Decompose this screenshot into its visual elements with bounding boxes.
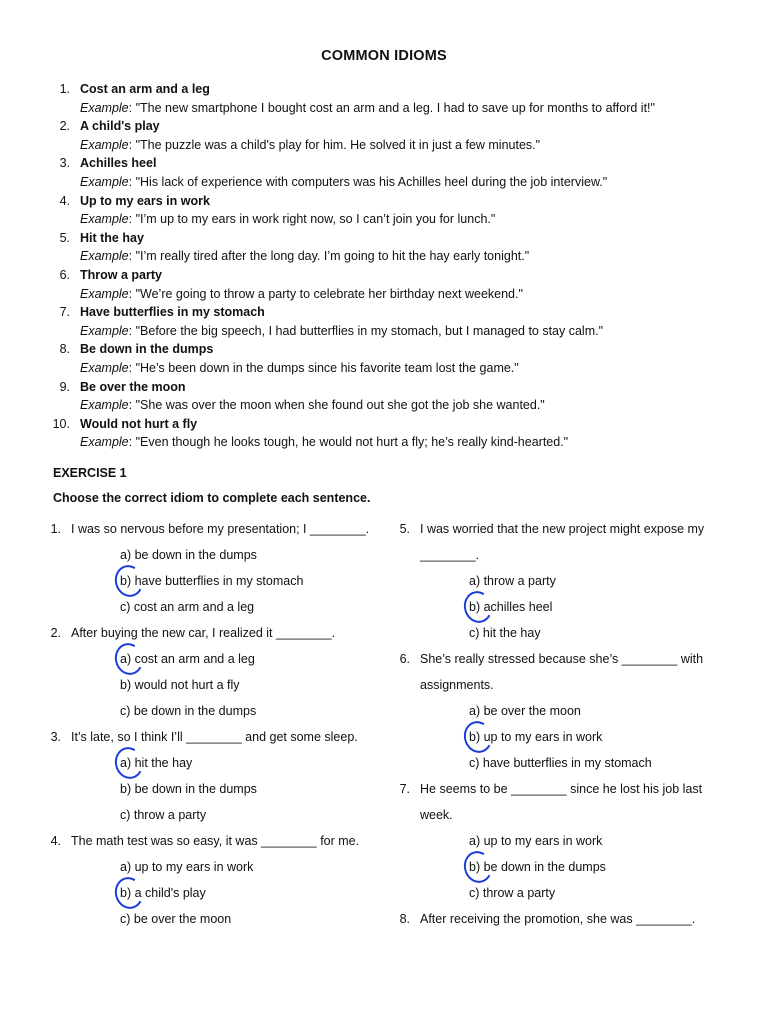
example-label: Example <box>80 323 129 338</box>
idiom-item <box>48 340 738 377</box>
idiom-example <box>80 99 738 118</box>
answer-option[interactable] <box>394 594 734 620</box>
idiom-name: Up to my ears in work <box>80 193 210 208</box>
answer-option-text: b) would not hurt a fly <box>120 678 240 692</box>
idiom-number: 7. <box>59 305 70 320</box>
answer-option[interactable] <box>45 854 385 880</box>
question-text: It’s late, so I think I’ll ________ and get some sleep. <box>71 730 358 744</box>
example-text: : "His lack of experience with computers was his Achilles heel during the job interview." <box>128 174 608 189</box>
idiom-name: Throw a party <box>80 267 162 282</box>
example-text: : "I’m up to my ears in work right now, so I can’t join you for lunch." <box>128 212 496 227</box>
idiom-item <box>48 303 738 340</box>
question-text-cont: week. <box>420 808 453 822</box>
question-text: He seems to be ________ since he lost his job last <box>420 782 703 796</box>
idiom-number: 1. <box>59 82 70 96</box>
answer-option[interactable] <box>394 880 734 906</box>
answer-option[interactable] <box>394 698 734 724</box>
answer-option[interactable] <box>45 802 385 828</box>
idiom-example <box>80 433 738 452</box>
question-text: After receiving the promotion, she was ________. <box>420 912 696 926</box>
answer-option[interactable] <box>45 880 385 906</box>
question-continuation <box>394 542 734 568</box>
idiom-example <box>80 136 738 155</box>
answer-option[interactable] <box>394 620 734 646</box>
question-line <box>394 906 734 932</box>
example-label: Example <box>80 137 129 152</box>
question-number: 1. <box>50 522 61 536</box>
question-number: 4. <box>50 834 61 848</box>
example-label: Example <box>80 435 129 450</box>
question-text: She’s really stressed because she’s ________ with <box>420 652 704 666</box>
example-text: : "Before the big speech, I had butterflies in my stomach, but I managed to stay calm." <box>128 323 604 338</box>
answer-option[interactable] <box>394 724 734 750</box>
question-line <box>394 776 734 802</box>
question-number: 6. <box>399 652 410 666</box>
example-label: Example <box>80 360 129 375</box>
question-text-cont: assignments. <box>420 678 494 692</box>
example-text: : "The new smartphone I bought cost an arm and a leg. I had to save up for months to afford it!" <box>128 100 655 115</box>
page-title: COMMON IDIOMS <box>321 48 447 64</box>
idiom-name: Achilles heel <box>80 156 157 171</box>
question-line <box>45 516 385 542</box>
question-continuation <box>394 802 734 828</box>
idiom-number: 5. <box>59 230 70 245</box>
idiom-number: 10. <box>52 416 70 431</box>
answer-option-text: a) hit the hay <box>120 756 193 770</box>
idiom-item <box>48 378 738 415</box>
answer-option-text: b) achilles heel <box>469 600 553 614</box>
answer-option[interactable] <box>45 776 385 802</box>
question-number: 7. <box>399 782 410 796</box>
answer-option-text: a) be over the moon <box>469 704 581 718</box>
example-text: : "She was over the moon when she found out she got the job she wanted." <box>128 398 545 413</box>
answer-option-text: c) hit the hay <box>469 626 541 640</box>
idiom-example <box>80 285 738 304</box>
question-number: 8. <box>399 912 410 926</box>
answer-option[interactable] <box>45 594 385 620</box>
idiom-item <box>48 80 738 117</box>
question-line <box>45 724 385 750</box>
idiom-example <box>80 359 738 378</box>
question-continuation <box>394 672 734 698</box>
answer-option-text: b) be down in the dumps <box>469 860 606 874</box>
idiom-item <box>48 117 738 154</box>
question-number: 5. <box>399 522 410 536</box>
idiom-name: A child's play <box>80 119 160 134</box>
question-number: 3. <box>50 730 61 744</box>
question-line <box>45 620 385 646</box>
answer-option-text: a) throw a party <box>469 574 556 588</box>
idiom-number: 4. <box>59 193 70 208</box>
question-text: I was so nervous before my presentation; I ________. <box>71 522 370 536</box>
idiom-number: 8. <box>59 342 70 357</box>
answer-option[interactable] <box>394 854 734 880</box>
example-label: Example <box>80 398 129 413</box>
exercise-instruction: Choose the correct idiom to complete each sentence. <box>53 491 371 505</box>
answer-option[interactable] <box>394 750 734 776</box>
answer-option-text: a) up to my ears in work <box>469 834 603 848</box>
example-text: : "Even though he looks tough, he would not hurt a fly; he’s really kind-hearted." <box>128 435 569 450</box>
answer-option[interactable] <box>45 698 385 724</box>
answer-option-text: c) be over the moon <box>120 912 232 926</box>
idiom-name: Hit the hay <box>80 230 144 245</box>
answer-option-text: a) up to my ears in work <box>120 860 254 874</box>
example-text: : "He’s been down in the dumps since his favorite team lost the game." <box>128 360 519 375</box>
example-label: Example <box>80 174 129 189</box>
answer-option[interactable] <box>45 646 385 672</box>
question-text: The math test was so easy, it was ________ for me. <box>71 834 360 848</box>
idiom-list <box>48 80 738 452</box>
answer-option-text: b) be down in the dumps <box>120 782 257 796</box>
idiom-item <box>48 154 738 191</box>
question-line <box>394 646 734 672</box>
idiom-number: 2. <box>59 119 70 134</box>
idiom-number: 3. <box>59 156 70 171</box>
question-text-cont: ________. <box>420 548 480 562</box>
idiom-example <box>80 173 738 192</box>
answer-option-text: c) throw a party <box>469 886 556 900</box>
example-label: Example <box>80 212 129 227</box>
question-line <box>45 828 385 854</box>
answer-option-text: b) a child's play <box>120 886 206 900</box>
answer-option[interactable] <box>45 568 385 594</box>
question-line <box>394 516 734 542</box>
example-label: Example <box>80 100 129 115</box>
answer-option[interactable] <box>394 568 734 594</box>
idiom-example <box>80 247 738 266</box>
answer-option-text: b) up to my ears in work <box>469 730 603 744</box>
answer-option-text: b) have butterflies in my stomach <box>120 574 304 588</box>
answer-option-text: c) cost an arm and a leg <box>120 600 255 614</box>
answer-option[interactable] <box>45 542 385 568</box>
answer-option-text: a) cost an arm and a leg <box>120 652 255 666</box>
idiom-item <box>48 415 738 452</box>
example-text: : "We’re going to throw a party to celebrate her birthday next weekend." <box>128 286 523 301</box>
answer-option-text: c) be down in the dumps <box>120 704 257 718</box>
example-label: Example <box>80 249 129 264</box>
exercise-column-right <box>394 516 734 932</box>
idiom-example <box>80 396 738 415</box>
exercise-title: EXERCISE 1 <box>53 466 127 480</box>
exercise-column-left <box>45 516 385 932</box>
idiom-number: 9. <box>59 379 70 394</box>
idiom-number: 6. <box>59 267 70 282</box>
idiom-name: Be down in the dumps <box>80 342 214 357</box>
example-text: : "I’m really tired after the long day. I’m going to hit the hay early tonight." <box>128 249 530 264</box>
answer-option-text: c) have butterflies in my stomach <box>469 756 652 770</box>
idiom-example <box>80 210 738 229</box>
answer-option[interactable] <box>394 828 734 854</box>
answer-option[interactable] <box>45 750 385 776</box>
idiom-name: Be over the moon <box>80 379 186 394</box>
idiom-name: Would not hurt a fly <box>80 416 198 431</box>
question-text: After buying the new car, I realized it ________. <box>71 626 336 640</box>
answer-option-text: c) throw a party <box>120 808 207 822</box>
idiom-item <box>48 266 738 303</box>
example-text: : "The puzzle was a child's play for him. He solved it in just a few minutes." <box>128 137 541 152</box>
idiom-name: Have butterflies in my stomach <box>80 305 265 320</box>
answer-option-text: a) be down in the dumps <box>120 548 257 562</box>
answer-option[interactable] <box>45 672 385 698</box>
idiom-item <box>48 229 738 266</box>
example-label: Example <box>80 286 129 301</box>
answer-option[interactable] <box>45 906 385 932</box>
idiom-item <box>48 192 738 229</box>
idiom-name: Cost an arm and a leg <box>80 82 210 96</box>
question-text: I was worried that the new project might expose my <box>420 522 705 536</box>
idiom-example <box>80 322 738 341</box>
question-number: 2. <box>50 626 61 640</box>
